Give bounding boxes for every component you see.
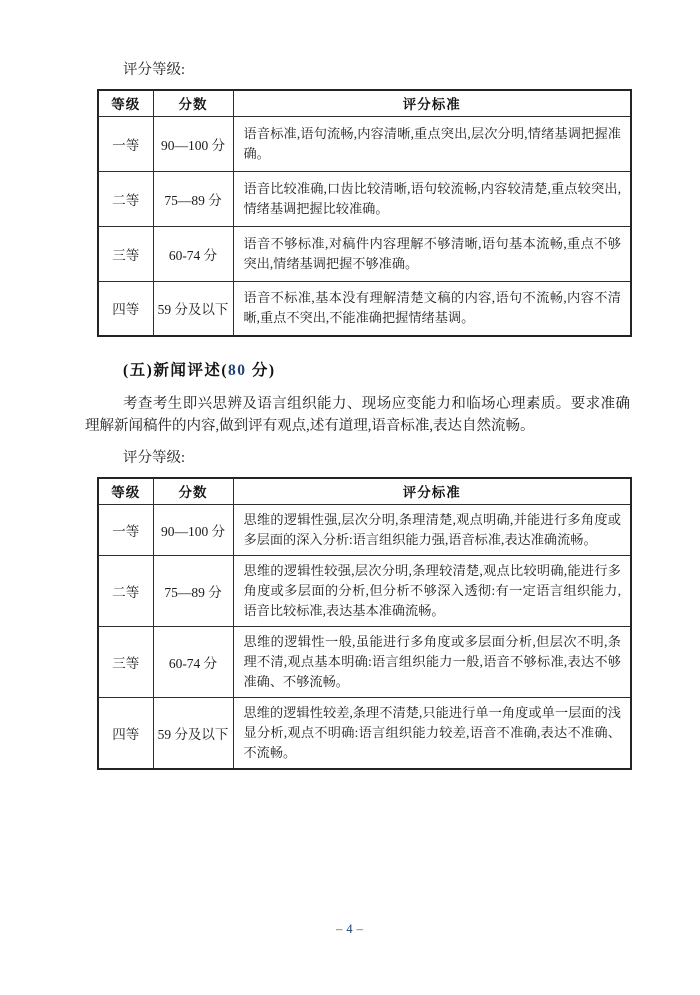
score-cell: 60-74 分	[153, 226, 233, 281]
criteria-cell: 思维的逻辑性较强,层次分明,条理较清楚,观点比较明确,能进行多角度或多层面的分析,但分析不够深入透彻:有一定语言组织能力,语音比较标准,表达基本准确流畅。	[233, 555, 631, 626]
grade-cell: 四等	[98, 281, 153, 336]
criteria-cell: 思维的逻辑性较差,条理不清楚,只能进行单一角度或单一层面的浅显分析,观点不明确:语言组织能力较差,语音不准确,表达不准确、不流畅。	[233, 697, 631, 769]
table1-header-criteria: 评分标准	[233, 90, 631, 116]
table1-header-score: 分数	[153, 90, 233, 116]
grade-cell: 一等	[98, 504, 153, 555]
table-header-row	[98, 478, 631, 504]
table-row	[98, 697, 631, 769]
grading-table-broadcast	[97, 89, 632, 337]
grade-cell: 二等	[98, 555, 153, 626]
score-cell: 59 分及以下	[153, 281, 233, 336]
grading-table-news-commentary	[97, 477, 632, 770]
criteria-cell: 语音标准,语句流畅,内容清晰,重点突出,层次分明,情绪基调把握准确。	[233, 116, 631, 171]
criteria-cell: 语音比较准确,口齿比较清晰,语句较流畅,内容较清楚,重点较突出,情绪基调把握比较准确。	[233, 171, 631, 226]
criteria-cell: 语音不够标准,对稿件内容理解不够清晰,语句基本流畅,重点不够突出,情绪基调把握不够准确。	[233, 226, 631, 281]
heading-prefix: (五)新闻评述(	[123, 362, 228, 379]
page-number-right-dash: –	[356, 922, 364, 936]
score-cell: 59 分及以下	[153, 697, 233, 769]
score-cell: 75—89 分	[153, 171, 233, 226]
rating-scale-label-1: 评分等级:	[123, 62, 186, 78]
table2-header-criteria: 评分标准	[233, 478, 631, 504]
page-number-left-dash: –	[336, 922, 344, 936]
section-heading-news-commentary	[123, 358, 630, 380]
page-number-value: 4	[346, 922, 354, 936]
section-intro-paragraph: 考查考生即兴思辨及语言组织能力、现场应变能力和临场心理素质。要求准确理解新闻稿件的内容,做到评有观点,述有道理,语音标准,表达自然流畅。	[85, 396, 630, 434]
score-cell: 90—100 分	[153, 504, 233, 555]
table2-header-score: 分数	[153, 478, 233, 504]
table-row	[98, 116, 631, 171]
table-row	[98, 555, 631, 626]
heading-suffix: 分)	[246, 362, 276, 379]
grade-cell: 一等	[98, 116, 153, 171]
criteria-cell: 思维的逻辑性强,层次分明,条理清楚,观点明确,并能进行多角度或多层面的深入分析:语言组织能力强,语音标准,表达准确流畅。	[233, 504, 631, 555]
heading-score-number: 80	[228, 362, 247, 379]
score-cell: 60-74 分	[153, 626, 233, 697]
table-row	[98, 226, 631, 281]
score-cell: 90—100 分	[153, 116, 233, 171]
grade-cell: 二等	[98, 171, 153, 226]
score-cell: 75—89 分	[153, 555, 233, 626]
page-number	[0, 922, 700, 937]
table-row	[98, 171, 631, 226]
table1-header-grade: 等级	[98, 90, 153, 116]
grade-cell: 三等	[98, 226, 153, 281]
criteria-cell: 语音不标准,基本没有理解清楚文稿的内容,语句不流畅,内容不清晰,重点不突出,不能准确把握情绪基调。	[233, 281, 631, 336]
table-row	[98, 281, 631, 336]
rating-scale-label-2: 评分等级:	[123, 450, 186, 466]
criteria-cell: 思维的逻辑性一般,虽能进行多角度或多层面分析,但层次不明,条理不清,观点基本明确:语言组织能力一般,语音不够标准,表达不够准确、不够流畅。	[233, 626, 631, 697]
grade-cell: 四等	[98, 697, 153, 769]
table-header-row	[98, 90, 631, 116]
grade-cell: 三等	[98, 626, 153, 697]
table-row	[98, 504, 631, 555]
table2-header-grade: 等级	[98, 478, 153, 504]
table-row	[98, 626, 631, 697]
